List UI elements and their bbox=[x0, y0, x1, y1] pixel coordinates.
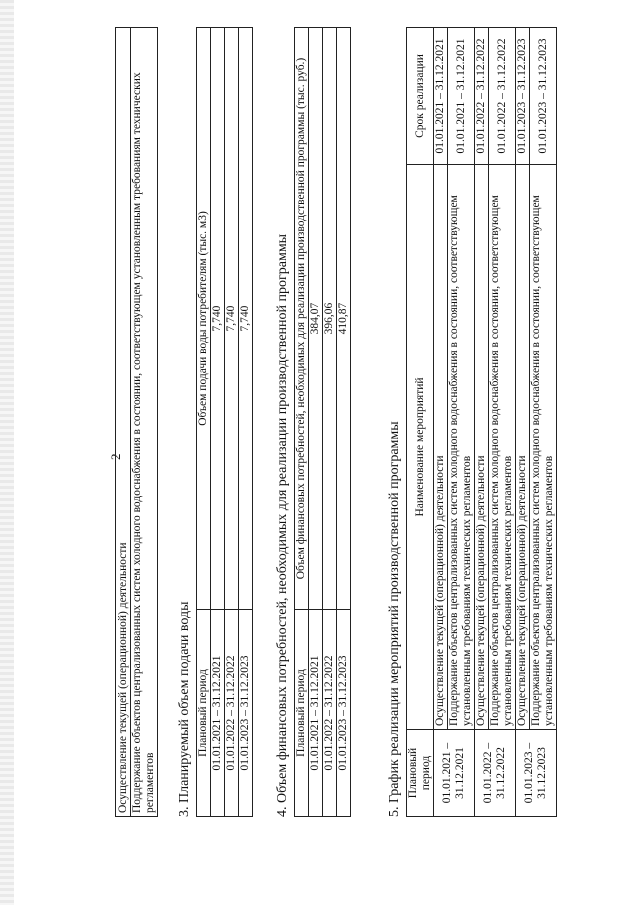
table-row bbox=[131, 28, 158, 817]
table-row bbox=[225, 28, 239, 817]
table-header-row bbox=[407, 28, 434, 817]
table-row bbox=[337, 28, 351, 817]
table-cell: 01.01.2021 – 31.12.2021 bbox=[211, 610, 225, 817]
water-supply-table bbox=[196, 27, 253, 817]
table-row bbox=[434, 28, 448, 817]
table-row bbox=[116, 28, 131, 817]
schedule-table bbox=[406, 27, 557, 817]
table-cell: 01.01.2023 – 31.12.2023 bbox=[530, 28, 557, 165]
table-row bbox=[489, 28, 516, 817]
table-cell: Поддержание объектов централизованных систем холодного водоснабжения в состоянии, соответствующем установленным требованиям технических регламентов bbox=[530, 165, 557, 730]
table-cell: 7,740 bbox=[225, 28, 239, 610]
table-cell: 01.01.2021 – 31.12.2021 bbox=[309, 610, 323, 817]
table-cell: Поддержание объектов централизованных систем холодного водоснабжения в состоянии, соответствующем установленным требованиям технических регламентов bbox=[131, 28, 158, 817]
column-header: Плановый период bbox=[197, 610, 211, 817]
table-header-row bbox=[295, 28, 309, 817]
section4-title: 4. Объем финансовых потребностей, необходимых для реализации производственной программы bbox=[275, 233, 290, 817]
table-cell: 01.01.2023 – 31.12.2023 bbox=[239, 610, 253, 817]
section5-title: 5. График реализации мероприятий производственной программы bbox=[387, 421, 402, 817]
table-cell: 01.01.2022 – 31.12.2022 bbox=[323, 610, 337, 817]
table-cell: 7,740 bbox=[239, 28, 253, 610]
table-cell: 01.01.2022 – 31.12.2022 bbox=[475, 28, 489, 165]
column-header: Наименование мероприятий bbox=[407, 165, 434, 730]
table-header-row bbox=[197, 28, 211, 817]
table-row bbox=[323, 28, 337, 817]
table-cell: 01.01.2022 – 31.12.2022 bbox=[225, 610, 239, 817]
period-cell: 01.01.2023 – 31.12.2023 bbox=[516, 730, 557, 817]
activities-table bbox=[115, 27, 158, 817]
section3-title: 3. Планируемый объем подачи воды bbox=[177, 601, 192, 817]
column-header: Плановый период bbox=[295, 610, 309, 817]
table-cell: 01.01.2023 – 31.12.2023 bbox=[337, 610, 351, 817]
table-row bbox=[448, 28, 475, 817]
table-row bbox=[211, 28, 225, 817]
table-cell: 01.01.2023 – 31.12.2023 bbox=[516, 28, 530, 165]
table-cell: Осуществление текущей (операционной) деятельности bbox=[434, 165, 448, 730]
table-row bbox=[309, 28, 323, 817]
table-cell: Осуществление текущей (операционной) деятельности bbox=[116, 28, 131, 817]
column-header: Срок реализации bbox=[407, 28, 434, 165]
table-cell: 396,06 bbox=[323, 28, 337, 610]
table-cell: Осуществление текущей (операционной) деятельности bbox=[475, 165, 489, 730]
period-cell: 01.01.2022 – 31.12.2022 bbox=[475, 730, 516, 817]
page-number: 2 bbox=[108, 453, 123, 460]
table-row bbox=[475, 28, 489, 817]
table-cell: 384,07 bbox=[309, 28, 323, 610]
table-row bbox=[239, 28, 253, 817]
table-cell: 01.01.2021 – 31.12.2021 bbox=[448, 28, 475, 165]
table-cell: Осуществление текущей (операционной) деятельности bbox=[516, 165, 530, 730]
table-cell: 01.01.2021 – 31.12.2021 bbox=[434, 28, 448, 165]
column-header: Плановый период bbox=[407, 730, 434, 817]
column-header: Объем финансовых потребностей, необходимых для реализации производственной программы (тыс. руб.) bbox=[295, 28, 309, 610]
table-cell: Поддержание объектов централизованных систем холодного водоснабжения в состоянии, соответствующем установленным требованиям технических регламентов bbox=[489, 165, 516, 730]
table-cell: 410,87 bbox=[337, 28, 351, 610]
table-row bbox=[530, 28, 557, 817]
table-cell: 7,740 bbox=[211, 28, 225, 610]
financial-needs-table bbox=[294, 27, 351, 817]
table-cell: Поддержание объектов централизованных систем холодного водоснабжения в состоянии, соответствующем установленным требованиям технических регламентов bbox=[448, 165, 475, 730]
column-header: Объем подачи воды потребителям (тыс. м3) bbox=[197, 28, 211, 610]
table-row bbox=[516, 28, 530, 817]
period-cell: 01.01.2021 – 31.12.2021 bbox=[434, 730, 475, 817]
table-cell: 01.01.2022 – 31.12.2022 bbox=[489, 28, 516, 165]
